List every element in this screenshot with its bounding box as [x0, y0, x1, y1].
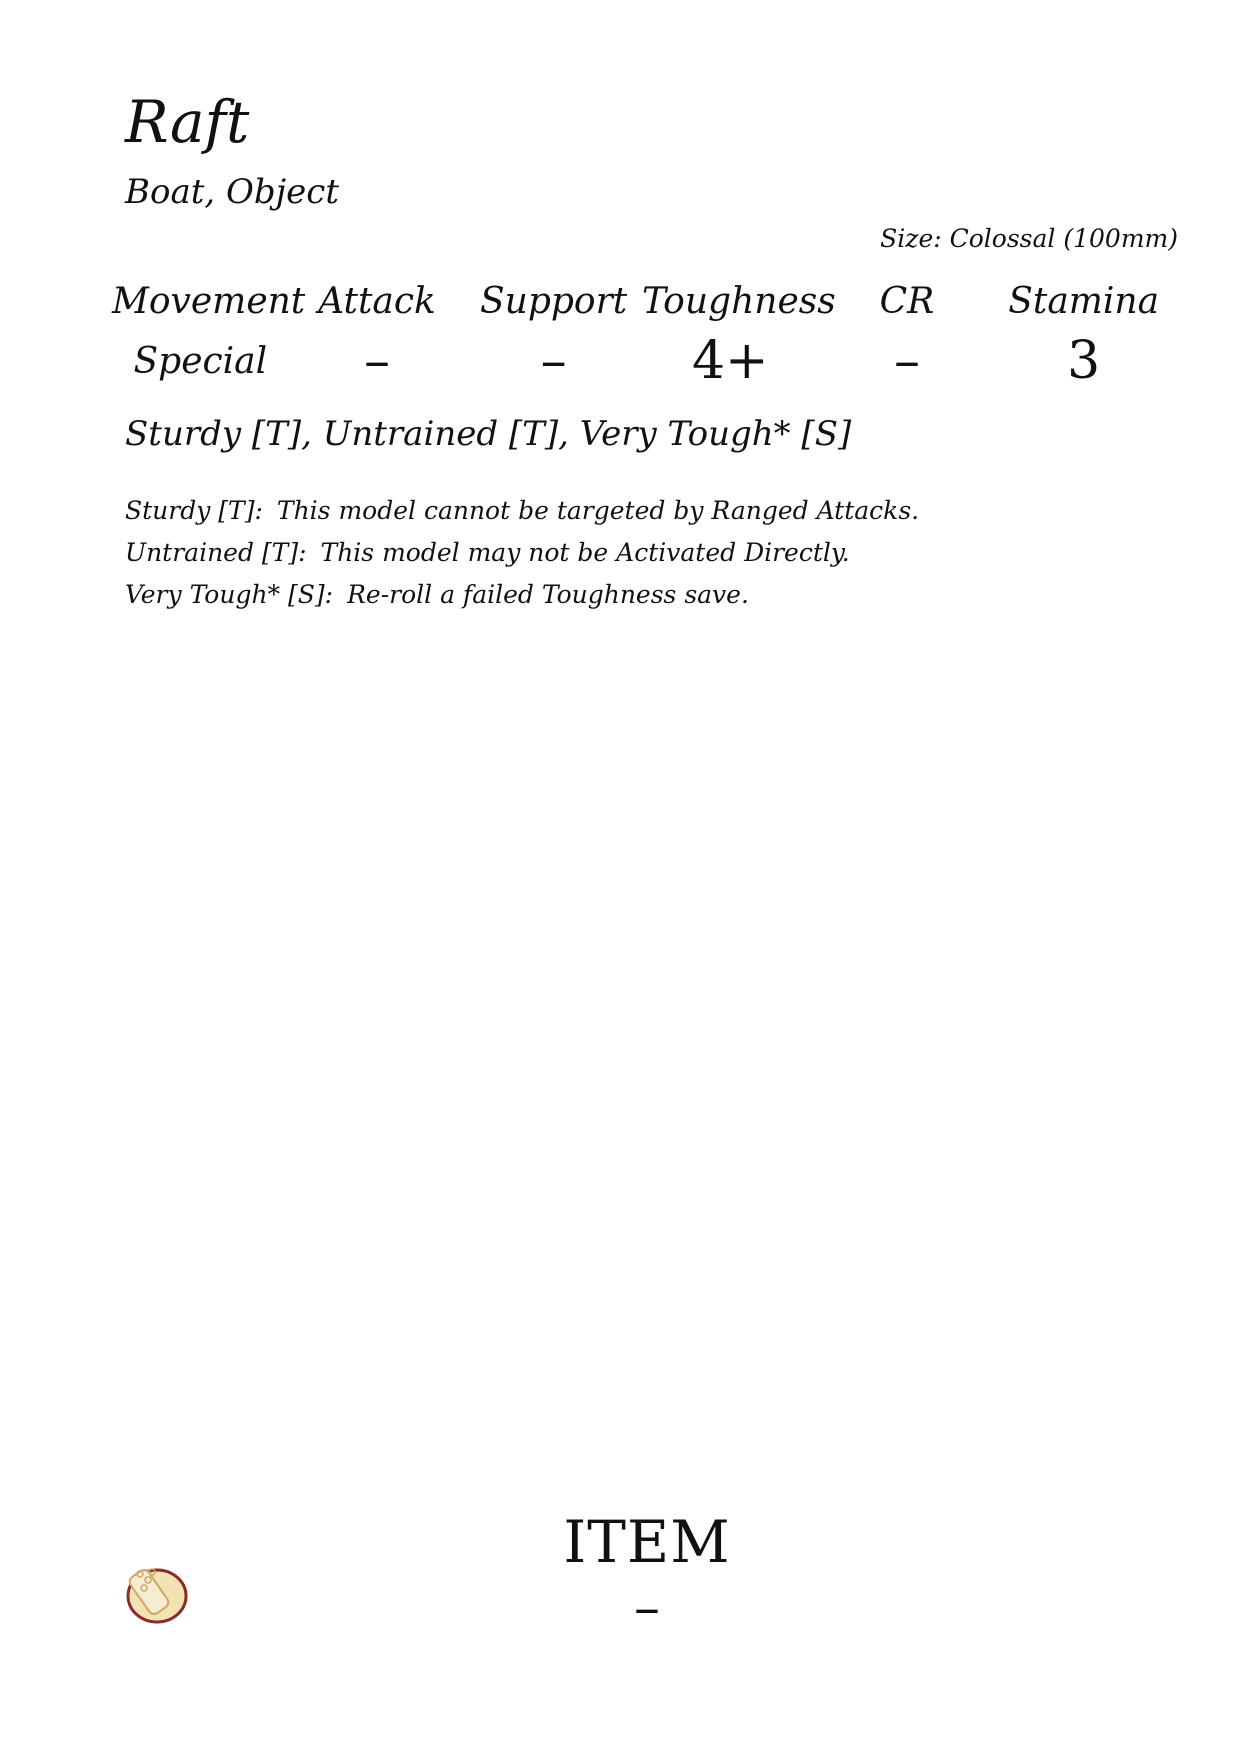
stat-value-movement: Special [133, 340, 268, 382]
card-title: Raft [125, 88, 250, 156]
stat-header-support: Support [479, 280, 628, 322]
stats-value-row [112, 326, 1172, 396]
card-keywords: Boat, Object [125, 172, 340, 212]
stat-value-stamina: 3 [1067, 331, 1101, 391]
trait-text: This model cannot be targeted by Ranged Attacks. [276, 496, 920, 525]
stat-header-cr: CR [879, 280, 935, 322]
stat-value-support: – [540, 331, 567, 391]
card-type-value: – [634, 1578, 660, 1638]
stat-header-movement: Movement [112, 280, 306, 322]
stat-header-attack: Attack [318, 280, 436, 322]
trait-name: Very Tough* [S]: [125, 580, 334, 609]
stats-table [112, 276, 1172, 396]
trait-name: Sturdy [T]: [125, 496, 263, 525]
stat-header-stamina: Stamina [1008, 280, 1160, 322]
traits-descriptions [125, 490, 919, 616]
stat-value-toughness: 4+ [691, 331, 769, 391]
trait-name: Untrained [T]: [125, 538, 307, 567]
traits-summary: Sturdy [T], Untrained [T], Very Tough* [S] [125, 414, 852, 454]
stat-value-attack: – [363, 331, 390, 391]
card-size: Size: Colossal (100mm) [880, 224, 1178, 253]
trait-description-row [125, 490, 919, 532]
stat-value-cr: – [893, 331, 920, 391]
trait-description-row [125, 532, 919, 574]
card-type-label: ITEM [563, 1508, 731, 1576]
trait-text: Re-roll a failed Toughness save. [347, 580, 749, 609]
trait-description-row [125, 574, 919, 616]
trait-text: This model may not be Activated Directly. [320, 538, 850, 567]
stat-header-toughness: Toughness [641, 280, 836, 322]
stats-header-row [112, 276, 1172, 326]
